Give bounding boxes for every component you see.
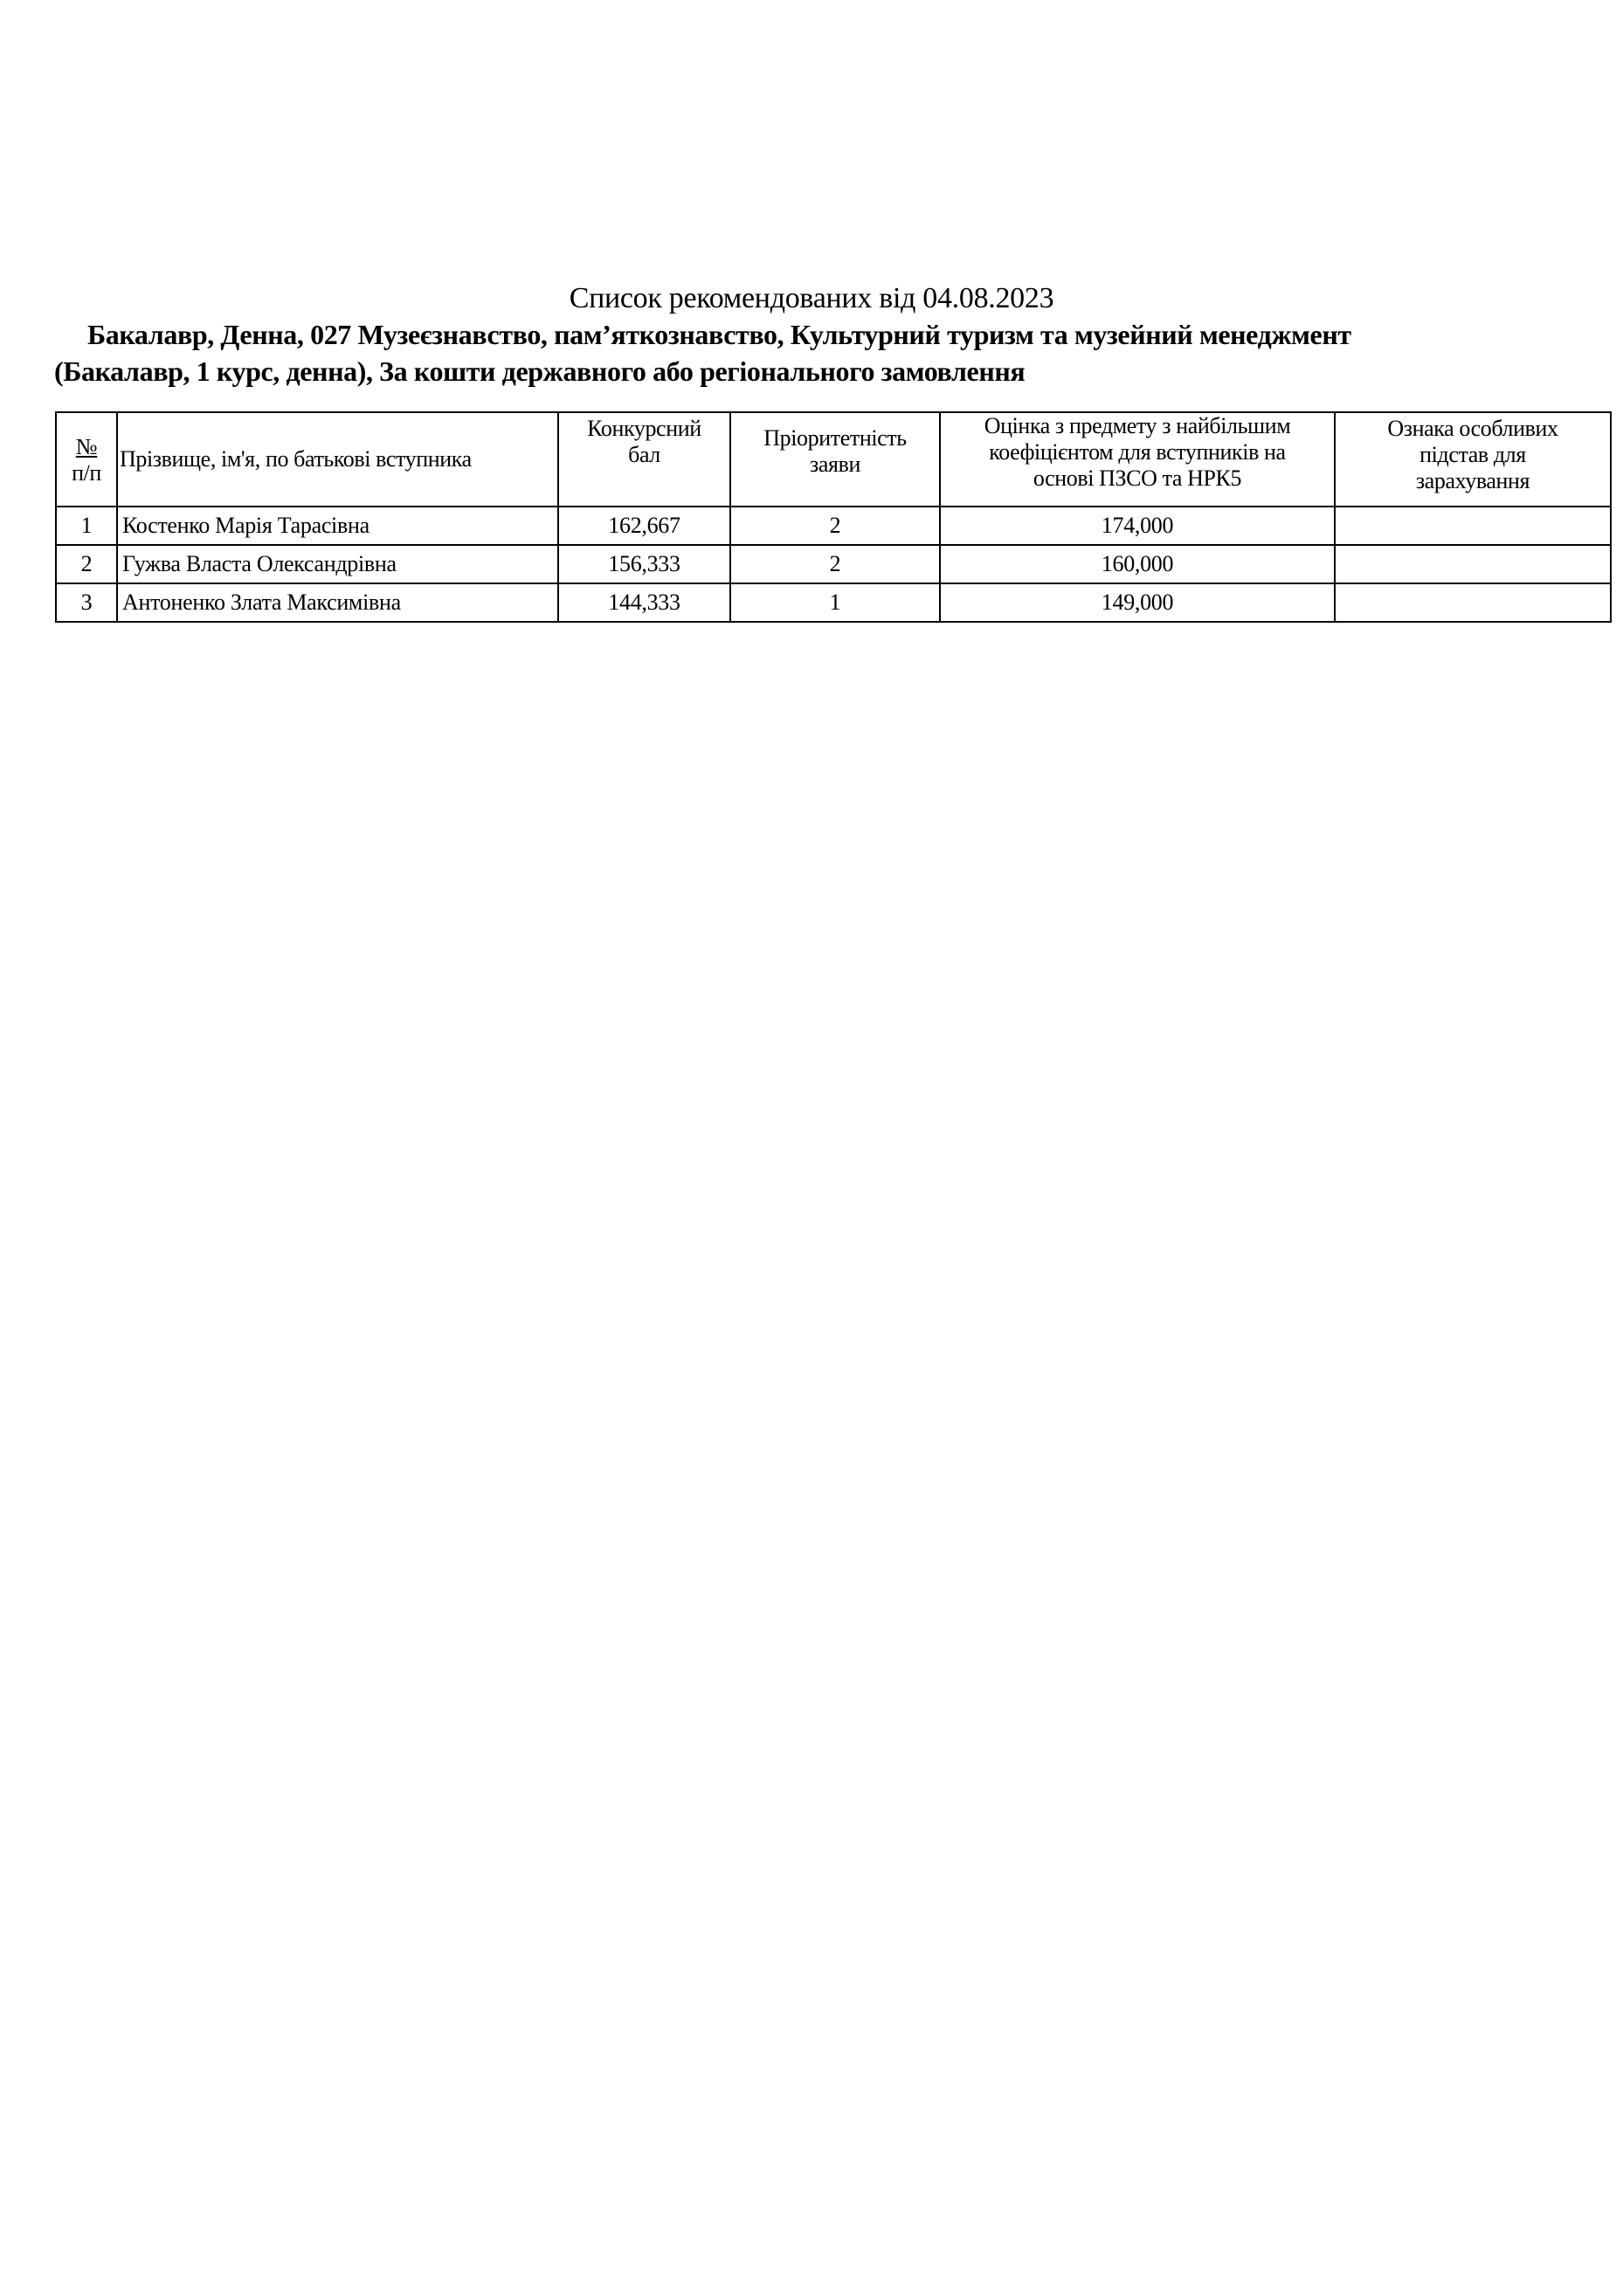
subtitle-line-1: Бакалавр, Денна, 027 Музеєзнавство, пам’яткознавство, Культурний туризм та музейний менеджмент <box>87 319 1351 350</box>
cell-score: 156,333 <box>558 545 730 583</box>
header-score <box>558 412 730 507</box>
table-row <box>56 507 1611 545</box>
header-number-line-1: № <box>75 434 98 459</box>
recommended-list-table <box>55 411 1612 623</box>
header-subject-line-2: коефіцієнтом для вступників на <box>989 439 1286 465</box>
header-special-line-3: зарахування <box>1415 468 1530 493</box>
cell-subject-score: 149,000 <box>940 583 1335 622</box>
cell-special-grounds <box>1335 583 1611 622</box>
header-number-line-2: п/п <box>72 460 101 486</box>
cell-name: Гужва Власта Олександрівна <box>117 545 558 583</box>
header-subject-line-3: основі ПЗСО та НРК5 <box>1033 465 1242 491</box>
header-priority-line-1: Пріоритетність <box>763 425 907 451</box>
cell-subject-score: 160,000 <box>940 545 1335 583</box>
cell-number: 3 <box>56 583 117 622</box>
header-special-line-1: Ознака особливих <box>1387 416 1558 441</box>
header-subject-line-1: Оцінка з предмету з найбільшим <box>984 413 1291 438</box>
header-score-line-1: Конкурсний <box>587 416 701 441</box>
cell-priority: 2 <box>730 545 940 583</box>
table-row <box>56 583 1611 622</box>
header-special-line-2: підстав для <box>1419 442 1526 467</box>
cell-special-grounds <box>1335 507 1611 545</box>
document-subtitle <box>54 316 1618 390</box>
cell-score: 162,667 <box>558 507 730 545</box>
header-score-line-2: бал <box>628 442 660 467</box>
header-subject-score <box>940 412 1335 507</box>
table-header-row <box>56 412 1611 507</box>
cell-priority: 1 <box>730 583 940 622</box>
header-number <box>56 412 117 507</box>
cell-priority: 2 <box>730 507 940 545</box>
cell-subject-score: 174,000 <box>940 507 1335 545</box>
header-name: Прізвище, ім'я, по батькові вступника <box>117 412 558 507</box>
header-priority <box>730 412 940 507</box>
cell-number: 1 <box>56 507 117 545</box>
cell-name: Антоненко Злата Максимівна <box>117 583 558 622</box>
cell-special-grounds <box>1335 545 1611 583</box>
header-priority-line-2: заяви <box>810 452 860 477</box>
cell-name: Костенко Марія Тарасівна <box>117 507 558 545</box>
subtitle-line-2: (Бакалавр, 1 курс, денна), За кошти державного або регіонального замовлення <box>54 355 1026 387</box>
cell-score: 144,333 <box>558 583 730 622</box>
table-row <box>56 545 1611 583</box>
document-title: Список рекомендованих від 04.08.2023 <box>569 282 1054 314</box>
cell-number: 2 <box>56 545 117 583</box>
header-special-grounds <box>1335 412 1611 507</box>
